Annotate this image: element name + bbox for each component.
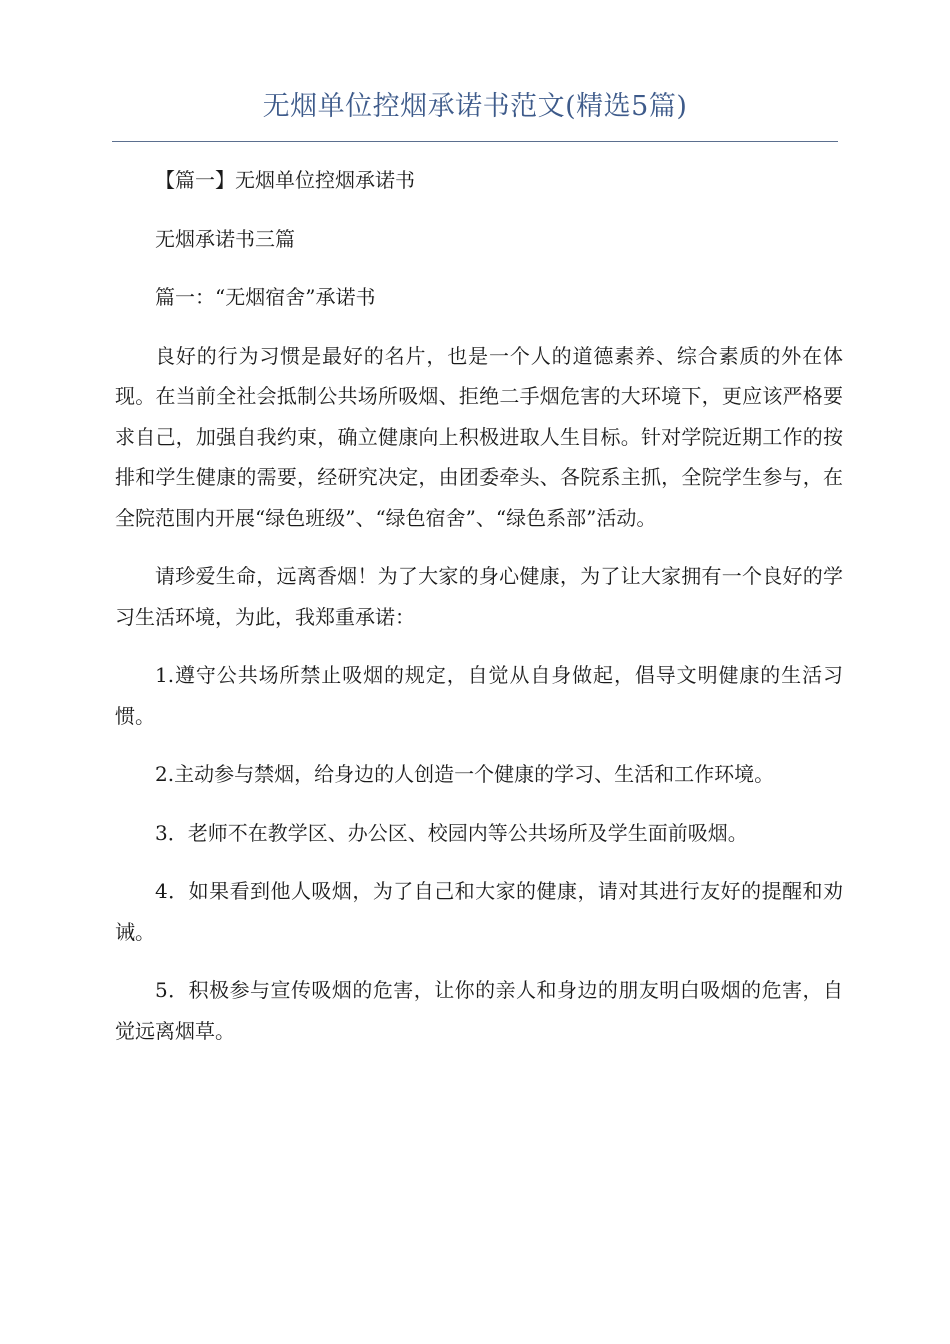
- pledge-item-3: 3．老师不在教学区、办公区、校园内等公共场所及学生面前吸烟。: [155, 820, 748, 845]
- sub-heading: 无烟承诺书三篇: [155, 226, 295, 251]
- body-paragraph: 请珍爱生命，远离香烟！为了大家的身心健康，为了让大家拥有一个良好的学习生活环境，为此，我郑重承诺：: [115, 564, 843, 629]
- pledge-item-4: 4．如果看到他人吸烟，为了自己和大家的健康，请对其进行友好的提醒和劝诫。: [115, 879, 843, 944]
- pledge-item-2: 2.主动参与禁烟，给身边的人创造一个健康的学习、生活和工作环境。: [155, 762, 775, 786]
- chapter-heading: 篇一：“无烟宿舍”承诺书: [155, 285, 376, 309]
- pledge-item-5: 5．积极参与宣传吸烟的危害，让你的亲人和身边的朋友明白吸烟的危害，自觉远离烟草。: [115, 978, 843, 1043]
- pledge-item-1: 1.遵守公共场所禁止吸烟的规定，自觉从自身做起，倡导文明健康的生活习惯。: [115, 663, 843, 728]
- document-body: [115, 160, 843, 1069]
- body-paragraph: 良好的行为习惯是最好的名片，也是一个人的道德素养、综合素质的外在体现。在当前全社会抵制公共场所吸烟、拒绝二手烟危害的大环境下，更应该严格要求自己，加强自我约束，确立健康向上积极进取人生目标。针对学院近期工作的按排和学生健康的需要，经研究决定，由团委牵头、各院系主抓，全院学生参与，在全院范围内开展“绿色班级”、“绿色宿舍”、“绿色系部”活动。: [115, 343, 843, 530]
- section-heading: 【篇一】无烟单位控烟承诺书: [155, 168, 415, 192]
- document-title: 无烟单位控烟承诺书范文(精选5篇): [262, 91, 688, 122]
- title-divider: [112, 141, 838, 142]
